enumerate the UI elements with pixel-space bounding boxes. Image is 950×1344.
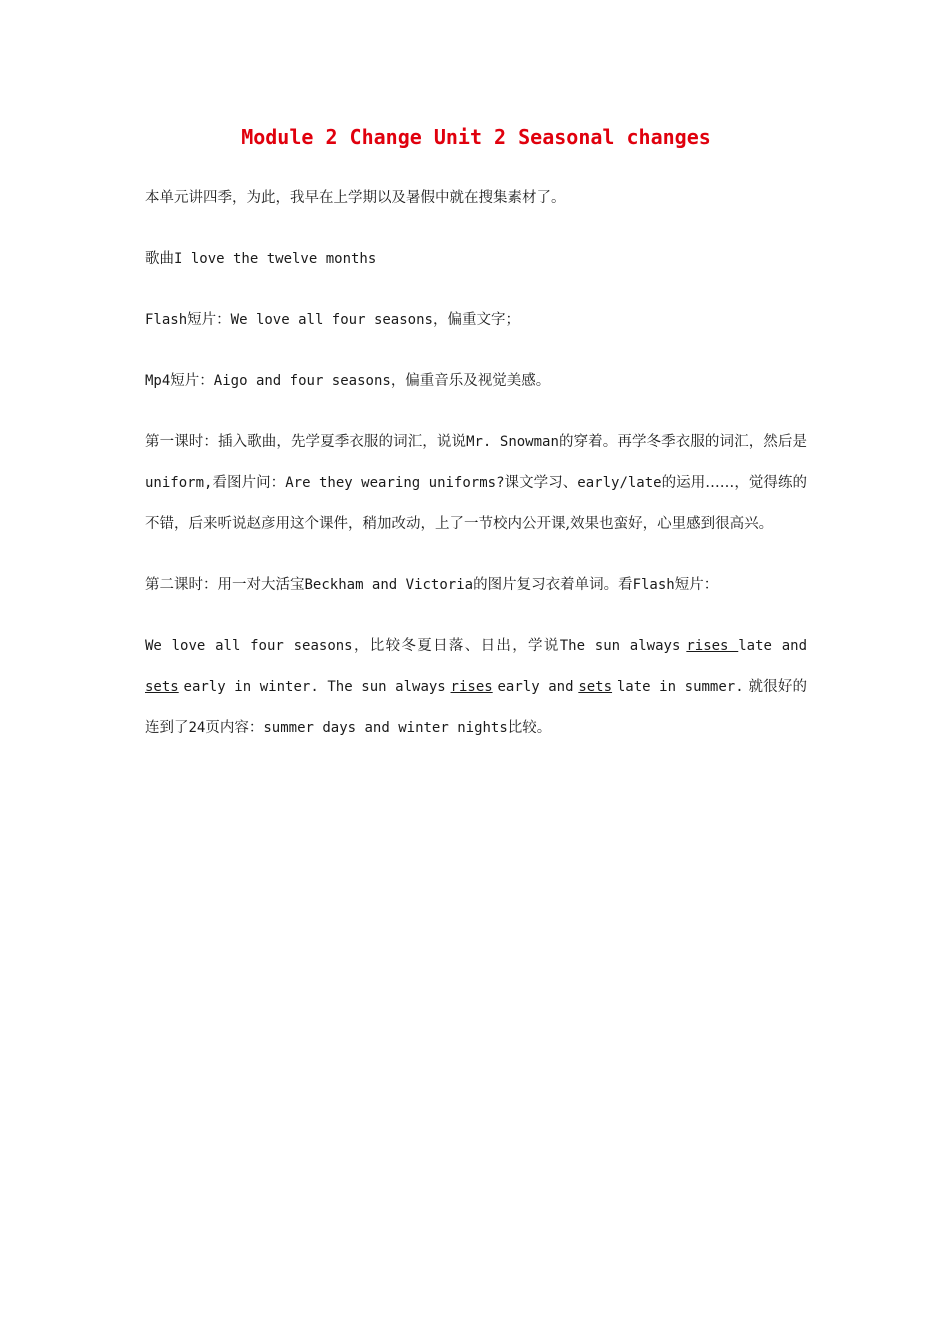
flash-title: We love all four seasons [230,312,433,328]
lesson-two-text: 第二课时：用一对大活宝 [145,577,305,593]
summer-winter-phrase: summer days and winter nights [263,720,508,736]
early-late-term: early/late [577,475,662,491]
snowman-term: Mr. Snowman [466,434,559,450]
sets-word: sets [578,679,613,695]
song-title: I love the twelve months [174,251,377,267]
flash-label: Flash [145,312,188,328]
sun-text: ，比较冬夏日落、日出，学说 [352,638,560,654]
page-number: 24 [188,720,206,736]
sun-sentence: late in summer. [616,679,744,695]
lesson-one-text: 第一课时：插入歌曲，先学夏季衣服的词汇，说说 [145,434,467,450]
sun-text: 页内容： [205,720,264,736]
sun-text: 比较。 [507,720,552,736]
paragraph-lesson-one [145,422,807,545]
flash-short: 短片： [187,312,231,328]
paragraph-sun-sentences [145,626,807,749]
mp4-label: Mp4 [145,373,171,389]
sets-word: sets [145,679,179,695]
mp4-note: ，偏重音乐及视觉美感。 [390,373,551,389]
lesson-one-text: 看图片问： [212,475,286,491]
lesson-one-text: 课文学习、 [504,475,578,491]
paragraph-song [145,239,807,280]
sun-sentence: late and [738,638,808,654]
sun-sentence: early in winter. The sun always [183,679,446,695]
paragraph-lesson-two [145,565,807,606]
beckham-term: Beckham and Victoria [304,577,474,593]
song-label: 歌曲 [145,251,174,267]
intro-text: 本单元讲四季，为此，我早在上学期以及暑假中就在搜集素材了。 [145,190,566,206]
rises-word: rises [686,638,739,654]
mp4-short: 短片： [170,373,214,389]
paragraph-mp4 [145,361,807,402]
document-title: Module 2 Change Unit 2 Seasonal changes [241,125,711,149]
paragraph-intro [145,178,807,219]
lesson-two-text: 的图片复习衣着单词。看 [473,577,633,593]
uniform-question: Are they wearing uniforms? [285,475,505,491]
flash-term: Flash [632,577,675,593]
sun-sentence: early and [497,679,574,695]
paragraph-flash [145,300,807,341]
seasons-title: We love all four seasons [145,638,353,654]
flash-note: ，偏重文字； [432,312,520,328]
document-page [145,118,807,769]
lesson-two-text: 短片： [674,577,719,593]
sun-text: 就很好的连到了 [145,679,808,736]
lesson-one-text: 的穿着。再学冬季衣服的词汇，然后是 [558,434,807,450]
lesson-one-text: 的运用……，觉得练的不错，后来听说赵彦用这个课件，稍加改动，上了一节校内公开课,效果也蛮好，心里感到很高兴。 [145,475,808,532]
rises-word: rises [450,679,493,695]
sun-sentence: The sun always [559,638,681,654]
mp4-title: Aigo and four seasons [213,373,391,389]
uniform-term: uniform, [145,475,213,491]
